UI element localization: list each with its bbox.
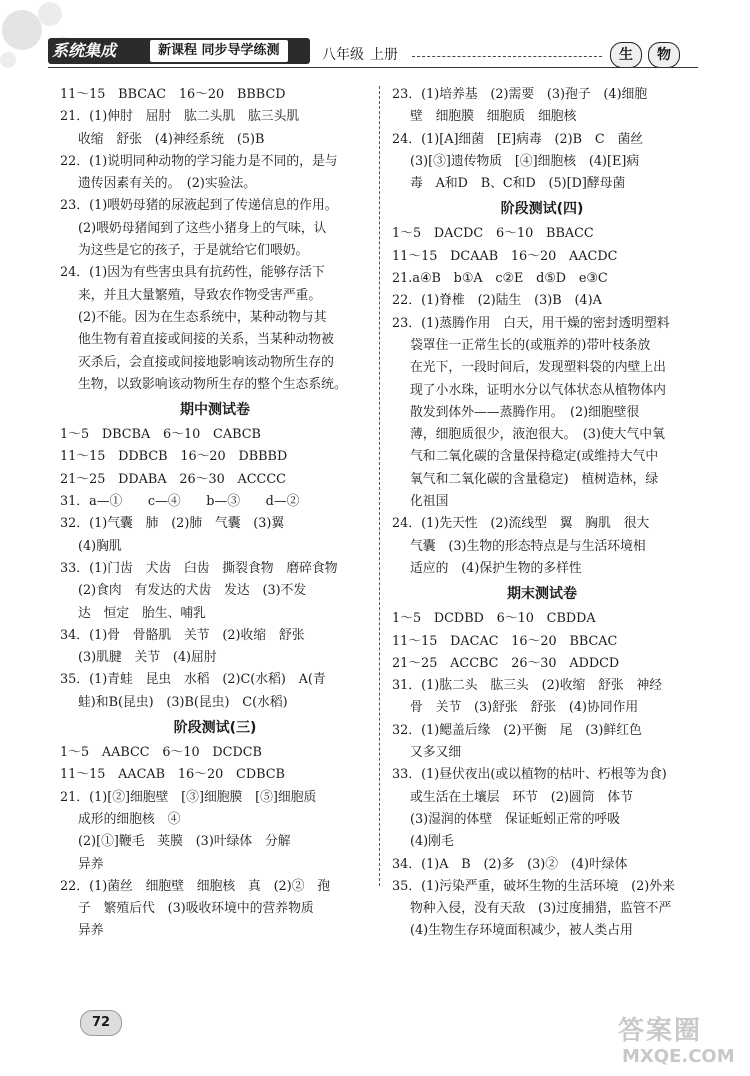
answer-line: 1～5 DCDBD 6～10 CBDDA bbox=[392, 611, 596, 627]
answer-line: 异养 bbox=[78, 923, 104, 939]
answer-line: 1～5 AABCC 6～10 DCDCB bbox=[60, 745, 262, 761]
answer-column-left bbox=[60, 84, 370, 943]
answer-line: 22．(1)脊椎 (2)陆生 (3)B (4)A bbox=[392, 293, 602, 309]
answer-line: 22．(1)菌丝 细胞壁 细胞核 真 (2)② 孢 bbox=[60, 878, 331, 894]
answer-line: 21．(1)伸肘 屈肘 肱二头肌 肱三头肌 bbox=[60, 109, 300, 125]
section-title: 期末测试卷 bbox=[507, 586, 577, 603]
answer-line: 袋罩住一正常生长的(或瓶养的)带叶枝条放 bbox=[410, 337, 651, 353]
answer-line: 化祖国 bbox=[410, 494, 449, 510]
answer-line: (4)生物生存环境面积减少，被人类占用 bbox=[410, 923, 633, 939]
answer-line: (3)肌腱 关节 (4)屈肘 bbox=[78, 650, 217, 666]
answer-line: 22．(1)说明同种动物的学习能力是不同的，是与 bbox=[60, 153, 338, 169]
answer-line: 24．(1)因为有些害虫具有抗药性，能够存活下 bbox=[60, 265, 325, 281]
answer-line: 23．(1)培养基 (2)需要 (3)孢子 (4)细胞 bbox=[392, 87, 648, 102]
answer-line: 骨 关节 (3)舒张 舒张 (4)协同作用 bbox=[410, 700, 639, 716]
answer-line: 现了小水珠，证明水分以气体状态从植物体内 bbox=[410, 382, 666, 398]
answer-line: 11～15 AACAB 16～20 CDBCB bbox=[60, 767, 285, 783]
answer-line: 11～15 DCAAB 16～20 AACDC bbox=[392, 248, 618, 264]
answer-line: 21～25 ACCBC 26～30 ADDCD bbox=[392, 655, 620, 671]
answer-line: 23．(1)喂奶母猪的尿液起到了传递信息的作用。 bbox=[60, 198, 338, 214]
grade-label: 八年级 bbox=[322, 47, 364, 63]
watermark-logo: 答案圈 bbox=[618, 1016, 703, 1046]
answer-line: 适应的 (4)保护生物的多样性 bbox=[410, 560, 582, 576]
answer-line: 33．(1)门齿 犬齿 臼齿 撕裂食物 磨碎食物 bbox=[60, 560, 338, 576]
answer-line: 1～5 DBCBA 6～10 CABCB bbox=[60, 427, 261, 443]
series-subtitle: 新课程 同步导学练测 bbox=[150, 40, 288, 62]
section-title: 阶段测试(三) bbox=[173, 720, 257, 737]
answer-line: (2)喂奶母猪闻到了这些小猪身上的气味，认 bbox=[78, 220, 327, 236]
page-header bbox=[0, 0, 750, 84]
answer-line: (4)胸肌 bbox=[78, 538, 122, 554]
answer-line: 24．(1)先天性 (2)流线型 翼 胸肌 很大 bbox=[392, 516, 650, 532]
section-title: 期中测试卷 bbox=[180, 402, 250, 419]
answer-line: 35．(1)污染严重，破坏生物的生活环境 (2)外来 bbox=[392, 878, 675, 894]
answer-line: (2)[①]鞭毛 荚膜 (3)叶绿体 分解 bbox=[78, 834, 291, 850]
answer-line: 来，并且大量繁殖，导致农作物受害严重。 bbox=[78, 287, 322, 303]
answer-line: 为这些是它的孩子，于是就给它们喂奶。 bbox=[78, 243, 309, 259]
answer-line: 生物，以致影响该动物所生存的整个生态系统。 bbox=[78, 376, 347, 392]
answer-line: 在光下，一段时间后，发现塑料袋的内壁上出 bbox=[410, 360, 666, 376]
answer-line: 物种入侵，没有天敌 (3)过度捕猎，监管不严 bbox=[410, 901, 672, 917]
answer-line: 壁 细胞膜 细胞质 细胞核 bbox=[410, 109, 577, 125]
answer-line: (3)[③]遗传物质 [④]细胞核 (4)[E]病 bbox=[410, 153, 640, 169]
answer-line: 气囊 (3)生物的形态特点是与生活环境相 bbox=[410, 538, 646, 554]
page-number: 72 bbox=[80, 1010, 122, 1036]
answer-line: 散发到体外——蒸腾作用。 (2)细胞壁很 bbox=[410, 404, 640, 420]
subject-badge-2: 物 bbox=[648, 42, 680, 68]
answer-line: 蛙)和B(昆虫) (3)B(昆虫) C(水稻) bbox=[78, 694, 288, 710]
answer-line: 31．a—① c—④ b—③ d—② bbox=[60, 494, 300, 510]
section-title: 阶段测试(四) bbox=[500, 201, 584, 218]
answer-line: 31．(1)肱二头 肱三头 (2)收缩 舒张 神经 bbox=[392, 678, 663, 694]
answer-line: 灭杀后，会直接或间接地影响该动物所生存的 bbox=[78, 354, 334, 370]
series-title: 系统集成 bbox=[52, 41, 117, 60]
answer-line: 35．(1)青蛙 昆虫 水稻 (2)C(水稻) A(青 bbox=[60, 672, 326, 688]
answer-line: 11～15 DDBCB 16～20 DBBBD bbox=[60, 449, 288, 465]
answer-line: 氧气和二氧化碳的含量稳定) 植树造林，绿 bbox=[410, 471, 659, 487]
answer-line: 收缩 舒张 (4)神经系统 (5)B bbox=[78, 131, 265, 147]
answer-line: 23．(1)蒸腾作用 白天，用干燥的密封透明塑料 bbox=[392, 315, 670, 331]
answer-line: 34．(1)A B (2)多 (3)② (4)叶绿体 bbox=[392, 856, 628, 872]
answer-line: 21.a④B b①A c②E d⑤D e③C bbox=[392, 271, 608, 287]
answer-line: 达 恒定 胎生、哺乳 bbox=[78, 605, 206, 621]
answer-line: 32．(1)气囊 肺 (2)肺 气囊 (3)翼 bbox=[60, 516, 285, 532]
answer-line: 33．(1)昼伏夜出(或以植物的枯叶、朽根等为食) bbox=[392, 767, 667, 783]
answer-line: 34．(1)骨 骨骼肌 关节 (2)收缩 舒张 bbox=[60, 627, 305, 643]
answer-line: 子 繁殖后代 (3)吸收环境中的营养物质 bbox=[78, 901, 314, 917]
subject-badge-1: 生 bbox=[610, 42, 642, 68]
answer-line: 21～25 DDABA 26～30 ACCCC bbox=[60, 471, 286, 487]
answer-line: (2)食肉 有发达的犬齿 发达 (3)不发 bbox=[78, 583, 307, 599]
answer-line: 1～5 DACDC 6～10 BBACC bbox=[392, 226, 594, 242]
answer-line: 毒 A和D B、C和D (5)[D]酵母菌 bbox=[410, 176, 626, 192]
answer-line: 遗传因素有关的。 (2)实验法。 bbox=[78, 176, 257, 192]
answer-line: 又多又细 bbox=[410, 745, 462, 761]
answer-line: 或生活在土壤层 环节 (2)圆筒 体节 bbox=[410, 789, 633, 805]
answer-line: (2)不能。因为在生态系统中，某种动物与其 bbox=[78, 309, 327, 325]
answer-line: 11～15 DACAC 16～20 BBCAC bbox=[392, 633, 618, 649]
answer-line: 成形的细胞核 ④ bbox=[78, 811, 181, 827]
answer-line: (3)湿润的体壁 保证蚯蚓正常的呼吸 bbox=[410, 811, 621, 827]
answer-line: 异养 bbox=[78, 856, 104, 872]
answer-line: 他生物有着直接或间接的关系，当某种动物被 bbox=[78, 332, 334, 348]
answer-column-right bbox=[392, 84, 692, 943]
term-label: 上册 bbox=[370, 47, 398, 63]
answer-line: (4)刚毛 bbox=[410, 834, 454, 850]
header-rule bbox=[48, 67, 698, 68]
watermark-site: MXQE.COM bbox=[622, 1046, 735, 1067]
answer-line: 21．(1)[②]细胞壁 [③]细胞膜 [⑤]细胞质 bbox=[60, 789, 317, 805]
answer-line: 气和二氧化碳的含量保持稳定(或维持大气中 bbox=[410, 449, 659, 465]
answer-line: 薄，细胞质很少，液泡很大。 (3)使大气中氧 bbox=[410, 427, 665, 443]
answer-line: 32．(1)鳃盖后缘 (2)平衡 尾 (3)鲜红色 bbox=[392, 722, 642, 738]
answer-line: 11～15 BBCAC 16～20 BBBCD bbox=[60, 87, 286, 102]
column-divider bbox=[379, 86, 380, 886]
header-dashed-line bbox=[412, 56, 602, 57]
answer-line: 24．(1)[A]细菌 [E]病毒 (2)B C 菌丝 bbox=[392, 131, 644, 147]
